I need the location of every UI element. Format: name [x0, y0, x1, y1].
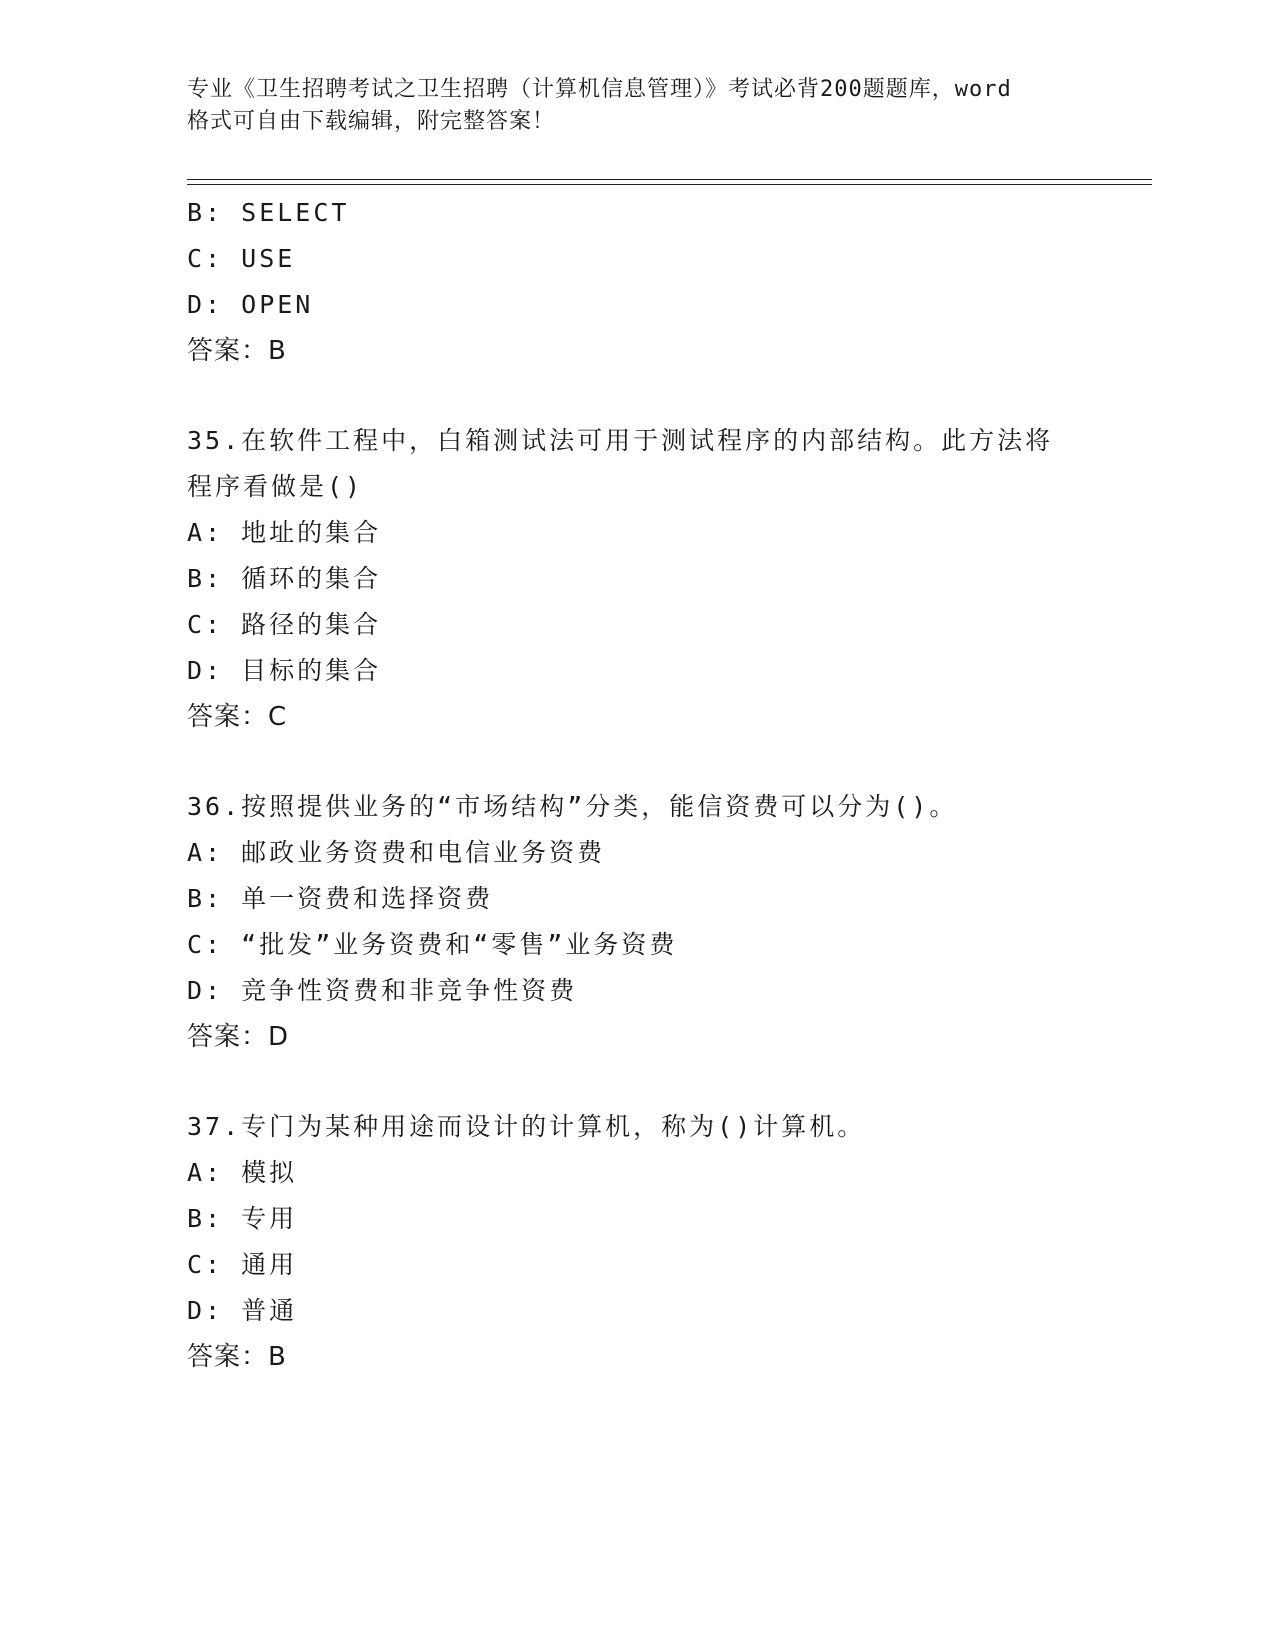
option-d: D: 普通 [187, 1296, 298, 1325]
question-37 [187, 1104, 1087, 1380]
spacer [187, 740, 1087, 784]
option-c: C: “批发”业务资费和“零售”业务资费 [187, 930, 678, 959]
question-text-line-1: 36.按照提供业务的“市场结构”分类，能信资费可以分为()。 [187, 792, 958, 821]
option-b: B: 单一资费和选择资费 [187, 884, 494, 913]
question-text-line-1: 35.在软件工程中，白箱测试法可用于测试程序的内部结构。此方法将 [187, 426, 1054, 455]
question-35 [187, 418, 1087, 740]
answer-line: 答案：D [187, 1022, 290, 1052]
option-a: A: 邮政业务资费和电信业务资费 [187, 838, 606, 867]
option-d: D: 竞争性资费和非竞争性资费 [187, 976, 578, 1005]
option-d: D: OPEN [187, 290, 314, 319]
option-c: C: 路径的集合 [187, 610, 382, 639]
answer-line: 答案：B [187, 336, 287, 366]
answer-line: 答案：B [187, 1342, 287, 1372]
spacer [187, 374, 1087, 418]
question-text-line-2: 程序看做是() [187, 472, 364, 501]
document-header [187, 74, 1087, 138]
question-36 [187, 784, 1087, 1060]
prev-question-block [187, 190, 1087, 374]
spacer [187, 1060, 1087, 1104]
option-b: B: 专用 [187, 1204, 298, 1233]
option-d: D: 目标的集合 [187, 656, 382, 685]
question-text-line-1: 37.专门为某种用途而设计的计算机，称为()计算机。 [187, 1112, 866, 1141]
option-a: A: 地址的集合 [187, 518, 382, 547]
option-b: B: 循环的集合 [187, 564, 382, 593]
answer-line: 答案：C [187, 702, 288, 732]
header-divider-bottom [187, 184, 1152, 185]
option-c: C: USE [187, 244, 296, 273]
option-a: A: 模拟 [187, 1158, 298, 1187]
header-divider-top [187, 179, 1152, 180]
option-b: B: SELECT [187, 198, 350, 227]
question-list [187, 190, 1087, 1380]
header-line-2: 格式可自由下载编辑，附完整答案！ [187, 109, 556, 134]
header-line-1: 专业《卫生招聘考试之卫生招聘（计算机信息管理）》考试必背200题题库，word [187, 77, 1012, 102]
option-c: C: 通用 [187, 1250, 298, 1279]
